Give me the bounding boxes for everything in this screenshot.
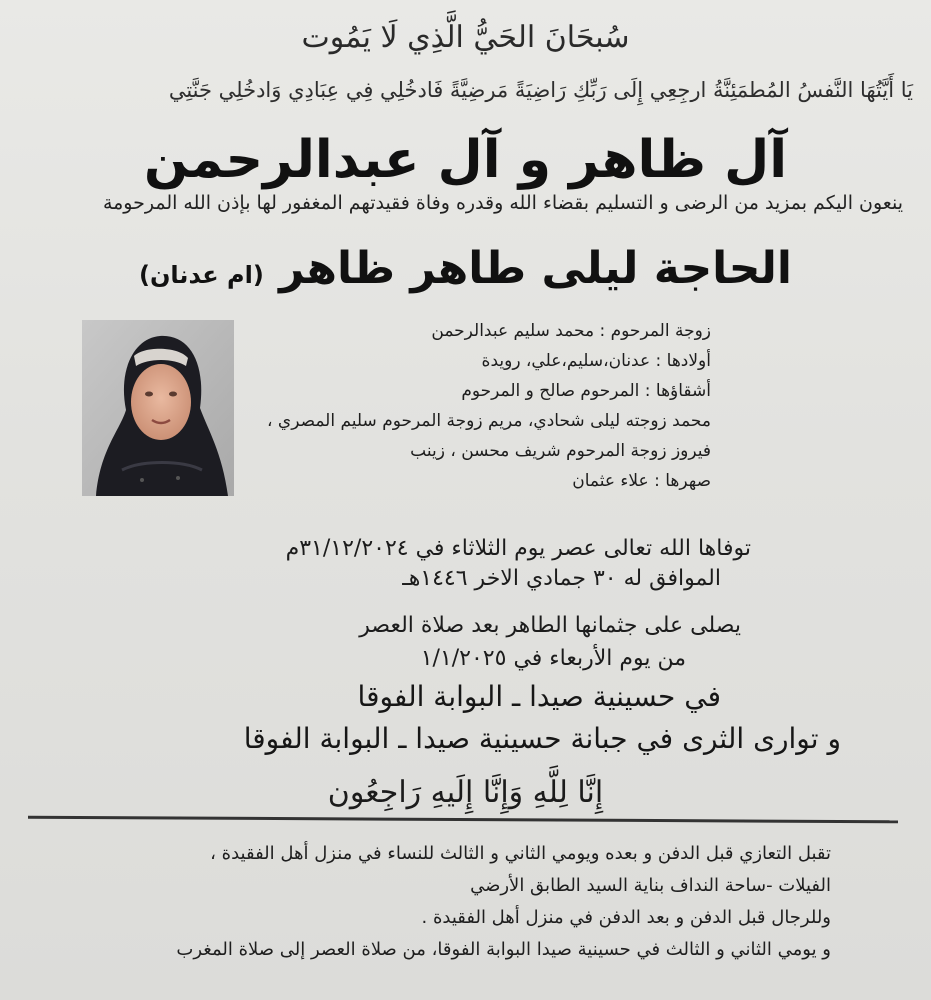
deceased-name-line (110, 243, 821, 294)
deceased-name: الحاجة ليلى طاهر ظاهر (279, 243, 793, 294)
condolences-section (61, 838, 831, 966)
relatives-husband: زوجة المرحوم : محمد سليم عبدالرحمن (431, 321, 711, 341)
funeral-place: في حسينية صيدا ـ البوابة الفوقا (357, 680, 721, 713)
deceased-photo (82, 320, 234, 496)
relatives-children: أولادها : عدنان،سليم،علي، رويدة (481, 351, 711, 371)
mourning-announcement: ينعون اليكم بمزيد من الرضى و التسليم بقضاء الله وقدره وفاة فقيدتهم المغفور لها بإذن الله المرحومة (102, 192, 903, 214)
burial-place: و توارى الثرى في جبانة حسينية صيدا ـ البوابة الفوقا (243, 722, 841, 755)
condolences-address: الفيلات -ساحة النداف بناية السيد الطابق الأرضي (470, 875, 831, 896)
condolences-men: وللرجال قبل الدفن و بعد الدفن في منزل أهل الفقيدة . (421, 907, 831, 928)
condolences-women: تقبل التعازي قبل الدفن و بعده ويومي الثاني و الثالث للنساء في منزل أهل الفقيدة ، (210, 843, 831, 864)
relatives-siblings: أشقاؤها : المرحوم صالح و المرحوم (461, 381, 711, 401)
deceased-nickname: (ام عدنان) (138, 261, 264, 289)
family-names: آل ظاهر و آل عبدالرحمن (143, 130, 788, 190)
relatives-son-in-law: صهرها : علاء عثمان (572, 471, 711, 491)
funeral-prayer-line: يصلى على جثمانها الطاهر بعد صلاة العصر (359, 613, 741, 638)
relatives-siblings-cont: محمد زوجته ليلى شحادي، مريم زوجة المرحوم سليم المصري ، (267, 411, 711, 431)
closing-verse: إِنَّا لِلَّهِ وَإِنَّا إِلَيهِ رَاجِعُون (327, 775, 604, 810)
header-verse: سُبحَانَ الحَيُّ الَّذِي لَا يَمُوت (301, 20, 630, 55)
death-date-line: توفاها الله تعالى عصر يوم الثلاثاء في ٣١/١٢/٢٠٢٤م (285, 536, 751, 561)
funeral-prayer-date: من يوم الأربعاء في ١/١/٢٠٢٥ (420, 646, 686, 671)
quran-verse: يَا أَيَّتُهَا النَّفسُ المُطمَئِنَّةُ ارجِعِي إِلَى رَبِّكِ رَاضِيَةً مَرضِيَّةً فَادخُلِي فِي عِبَادِي وَادخُلِي جَنَّتِي (168, 78, 913, 102)
condolences-days: و يومي الثاني و الثالث في حسينية صيدا البوابة الفوقا، من صلاة العصر إلى صلاة المغرب (176, 939, 831, 960)
hijri-date-line: الموافق له ٣٠ جمادي الاخر ١٤٤٦هـ (402, 566, 721, 591)
section-divider (28, 816, 898, 824)
relatives-list (251, 316, 711, 496)
relatives-siblings-cont-2: فيروز زوجة المرحوم شريف محسن ، زينب (410, 441, 711, 461)
